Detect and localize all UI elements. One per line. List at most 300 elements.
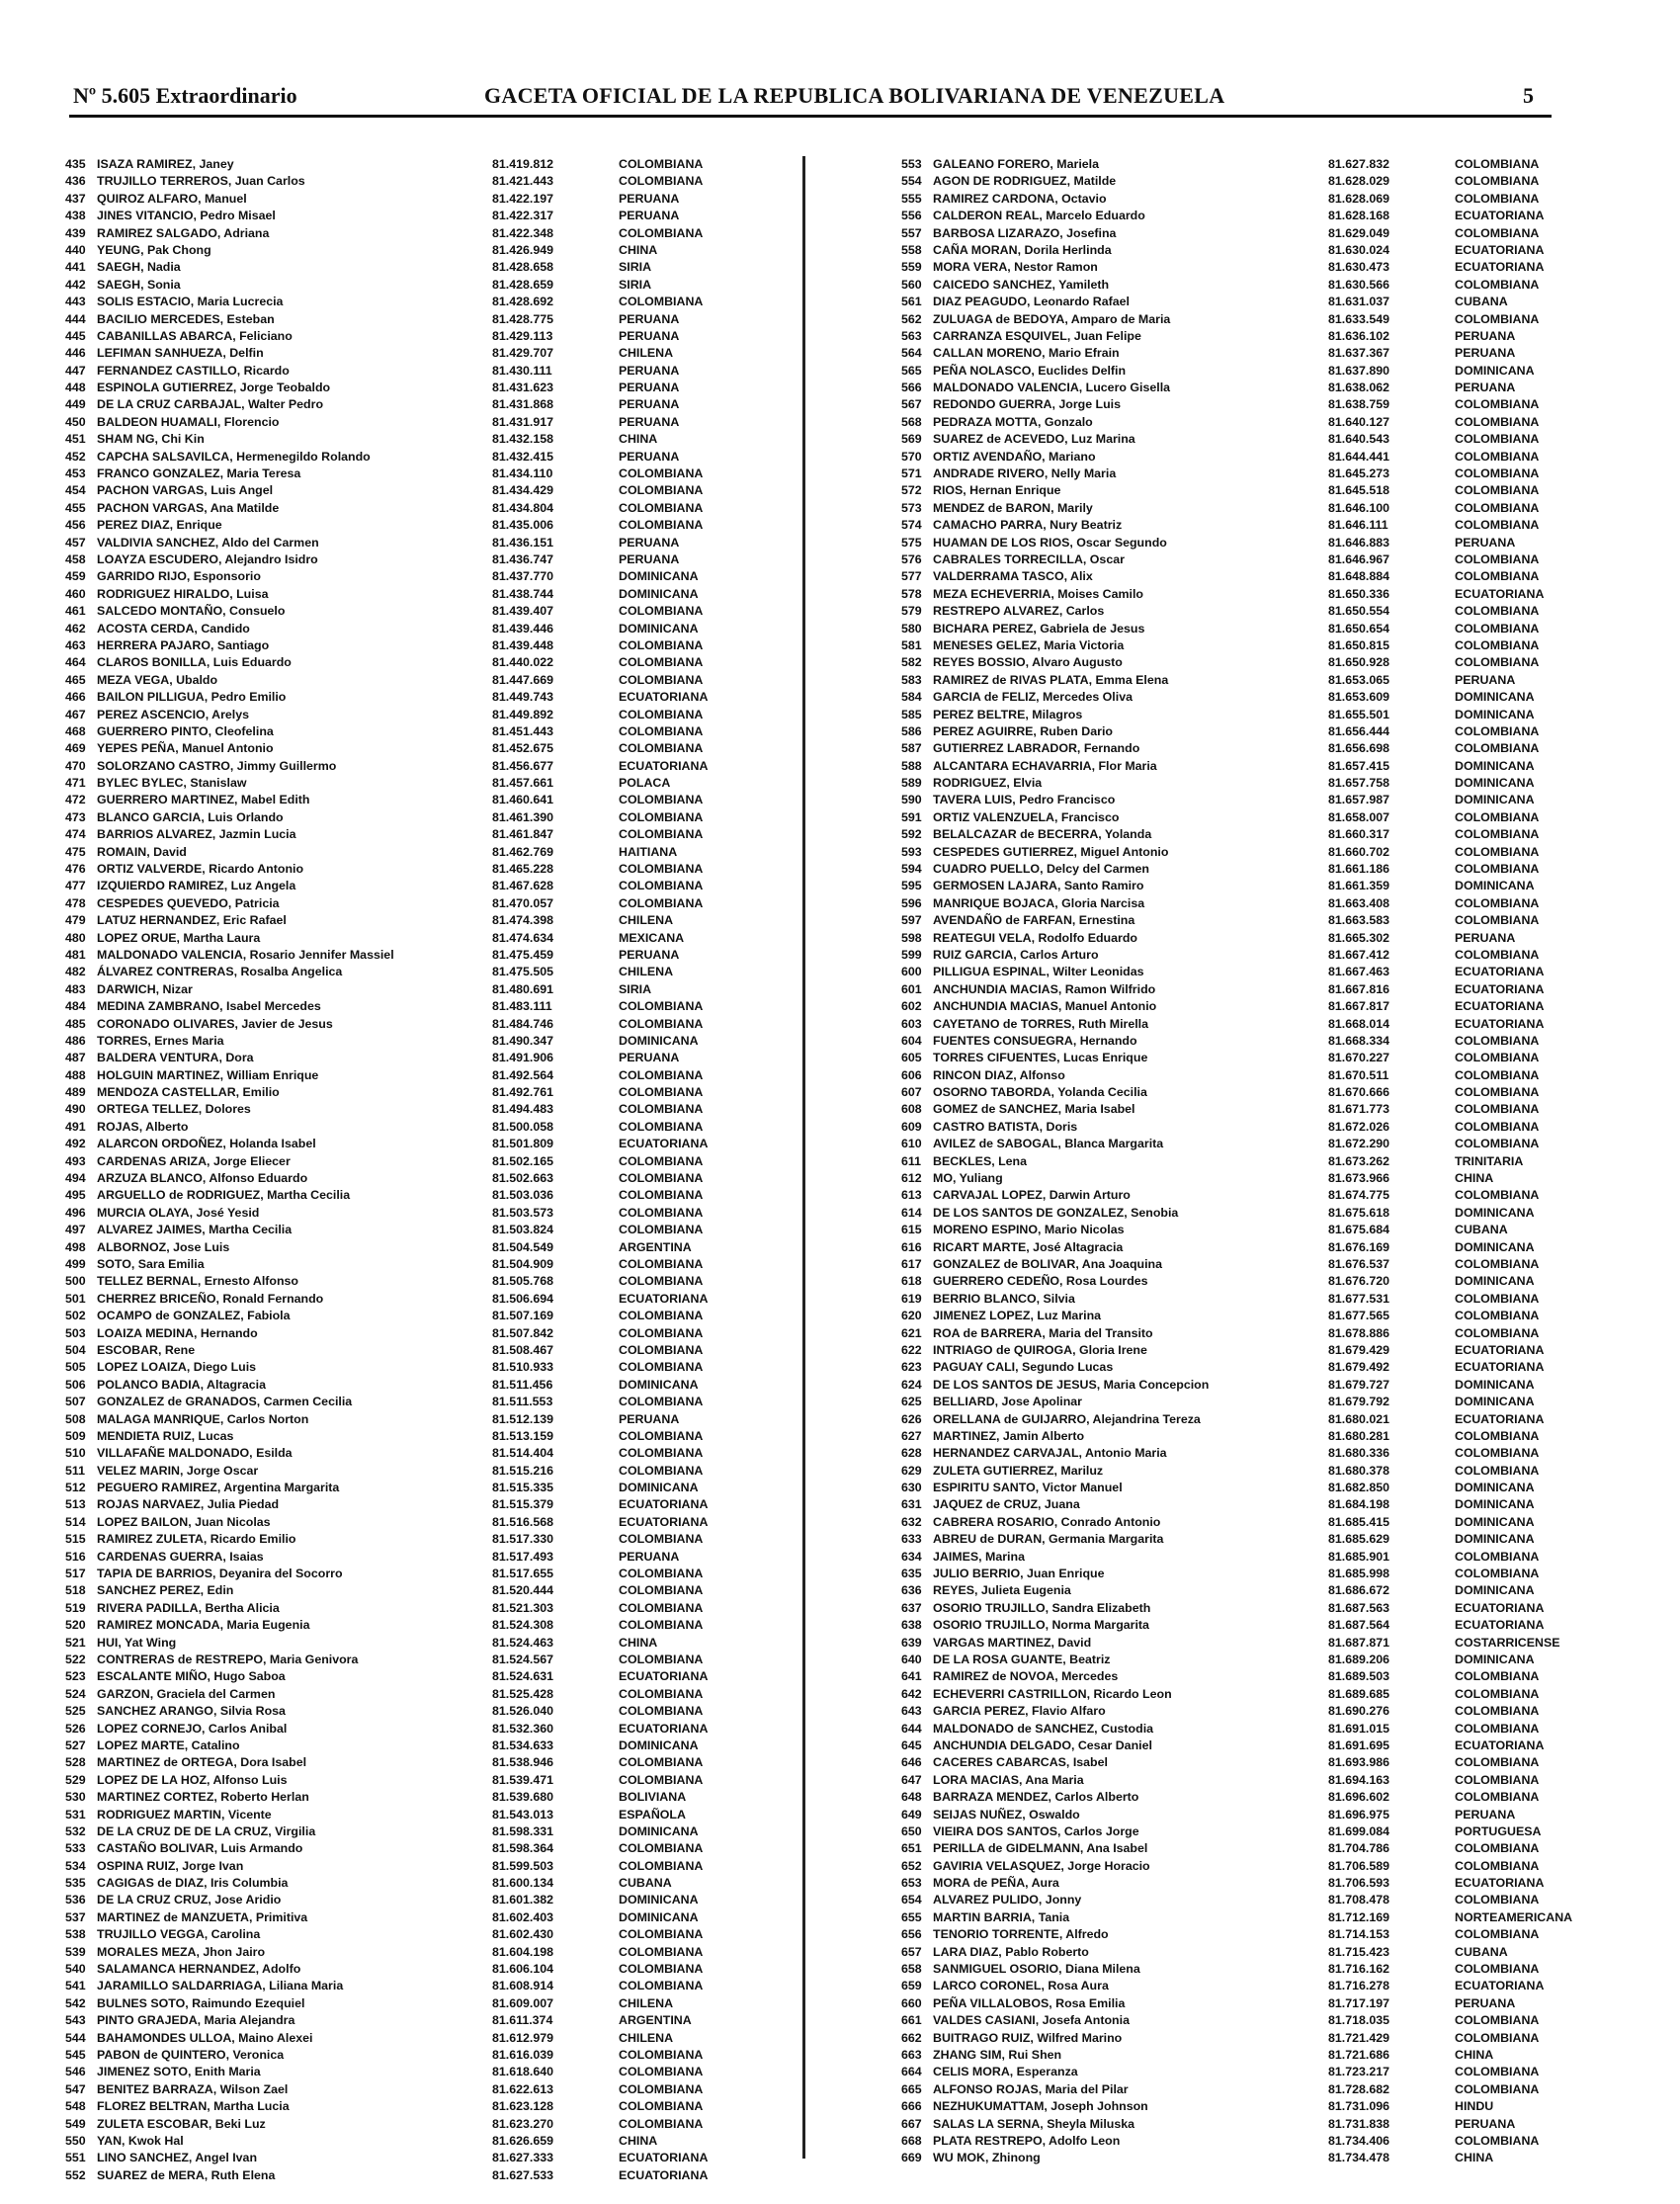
- list-item: [901, 1377, 1583, 1394]
- list-item: [901, 1239, 1583, 1256]
- id-number: 81.524.631: [492, 1669, 554, 1684]
- entry-number: 548: [65, 2099, 86, 2114]
- nationality: COLOMBIANA: [619, 862, 704, 877]
- id-number: 81.474.398: [492, 913, 554, 928]
- id-number: 81.687.871: [1328, 1635, 1390, 1650]
- person-name: ARGUELLO de RODRIGUEZ, Martha Cecilia: [97, 1188, 351, 1203]
- entry-number: 638: [901, 1618, 922, 1633]
- list-item: [65, 1222, 747, 1238]
- person-name: BAILON PILLIGUA, Pedro Emilio: [97, 690, 287, 705]
- list-item: [65, 1600, 747, 1617]
- id-number: 81.515.379: [492, 1497, 554, 1512]
- list-item: [65, 1892, 747, 1908]
- list-item: [901, 1342, 1583, 1359]
- entry-number: 633: [901, 1532, 922, 1547]
- person-name: LINO SANCHEZ, Angel Ivan: [97, 2151, 258, 2165]
- list-item: [65, 277, 747, 294]
- id-number: 81.663.583: [1328, 913, 1390, 928]
- entry-number: 604: [901, 1033, 922, 1048]
- list-item: [901, 466, 1583, 482]
- entry-number: 516: [65, 1549, 86, 1564]
- person-name: GUERRERO MARTINEZ, Mabel Edith: [97, 793, 310, 807]
- nationality: COLOMBIANA: [1455, 741, 1540, 756]
- entry-number: 666: [901, 2099, 922, 2114]
- id-number: 81.426.949: [492, 242, 554, 257]
- id-number: 81.657.758: [1328, 776, 1390, 791]
- person-name: BALDERA VENTURA, Dora: [97, 1051, 254, 1065]
- nationality: COLOMBIANA: [619, 707, 704, 721]
- entry-number: 481: [65, 947, 86, 962]
- id-number: 81.439.407: [492, 604, 554, 619]
- nationality: PERUANA: [619, 1411, 680, 1426]
- person-name: CABANILLAS ABARCA, Feliciano: [97, 328, 293, 343]
- entry-number: 522: [65, 1652, 86, 1666]
- list-item: [65, 1617, 747, 1634]
- person-name: PABON de QUINTERO, Veronica: [97, 2047, 285, 2062]
- nationality: DOMINICANA: [619, 1033, 699, 1048]
- nationality: ECUATORIANA: [619, 1669, 709, 1684]
- person-name: DE LOS SANTOS DE GONZALEZ, Senobia: [933, 1205, 1179, 1220]
- person-name: SOLIS ESTACIO, Maria Lucrecia: [97, 295, 284, 309]
- entry-number: 542: [65, 1995, 86, 2010]
- person-name: HERRERA PAJARO, Santiago: [97, 637, 270, 652]
- person-name: OSORNO TABORDA, Yolanda Cecilia: [933, 1085, 1147, 1100]
- entry-number: 508: [65, 1411, 86, 1426]
- nationality: DOMINICANA: [1455, 1481, 1535, 1495]
- id-number: 81.428.775: [492, 311, 554, 326]
- person-name: SHAM NG, Chi Kin: [97, 432, 205, 447]
- nationality: COLOMBIANA: [619, 1755, 704, 1770]
- list-item: [65, 1101, 747, 1118]
- person-name: REYES BOSSIO, Alvaro Augusto: [933, 655, 1123, 670]
- nationality: PERUANA: [619, 397, 680, 412]
- list-item: [65, 1754, 747, 1771]
- entry-number: 477: [65, 879, 86, 893]
- entry-number: 532: [65, 1823, 86, 1838]
- entry-number: 611: [901, 1153, 921, 1168]
- list-item: [901, 328, 1583, 345]
- nationality: DOMINICANA: [1455, 1377, 1535, 1392]
- nationality: COLOMBIANA: [1455, 1772, 1540, 1787]
- id-number: 81.467.628: [492, 879, 554, 893]
- id-number: 81.449.743: [492, 690, 554, 705]
- entry-number: 587: [901, 741, 922, 756]
- id-number: 81.689.503: [1328, 1669, 1390, 1684]
- list-item: [901, 637, 1583, 654]
- person-name: LOPEZ MARTE, Catalino: [97, 1738, 240, 1752]
- list-item: [901, 1738, 1583, 1754]
- entry-number: 571: [901, 466, 922, 481]
- list-item: [901, 1772, 1583, 1789]
- person-name: VARGAS MARTINEZ, David: [933, 1635, 1092, 1650]
- entry-number: 547: [65, 2081, 86, 2096]
- person-name: ESPINOLA GUTIERREZ, Jorge Teobaldo: [97, 381, 331, 395]
- person-name: ROA de BARRERA, Maria del Transito: [933, 1325, 1153, 1340]
- list-item: [901, 878, 1583, 894]
- list-item: [901, 2116, 1583, 2133]
- nationality: COLOMBIANA: [1455, 1704, 1540, 1719]
- person-name: MENESES GELEZ, Maria Victoria: [933, 637, 1125, 652]
- nationality: COLOMBIANA: [1455, 449, 1540, 464]
- entry-number: 564: [901, 346, 922, 361]
- list-item: [901, 1892, 1583, 1908]
- id-number: 81.422.197: [492, 191, 554, 206]
- entry-number: 495: [65, 1188, 86, 1203]
- entry-number: 591: [901, 809, 922, 824]
- entry-number: 502: [65, 1309, 86, 1323]
- entry-number: 510: [65, 1446, 86, 1461]
- list-item: [901, 2098, 1583, 2115]
- list-item: [65, 1686, 747, 1703]
- nationality: PERUANA: [619, 1549, 680, 1564]
- nationality: PERUANA: [619, 414, 680, 429]
- id-number: 81.513.159: [492, 1428, 554, 1443]
- person-name: VELEZ MARIN, Jorge Oscar: [97, 1463, 259, 1478]
- nationality: DOMINICANA: [1455, 1274, 1535, 1289]
- id-number: 81.422.317: [492, 209, 554, 223]
- id-number: 81.451.443: [492, 723, 554, 738]
- id-number: 81.516.568: [492, 1514, 554, 1529]
- id-number: 81.517.655: [492, 1567, 554, 1581]
- list-item: [901, 1909, 1583, 1926]
- entry-number: 659: [901, 1979, 922, 1993]
- id-number: 81.691.695: [1328, 1738, 1390, 1752]
- nationality: COLOMBIANA: [1455, 1841, 1540, 1856]
- id-number: 81.677.565: [1328, 1309, 1390, 1323]
- entry-number: 664: [901, 2065, 922, 2079]
- entry-number: 608: [901, 1102, 922, 1117]
- entry-number: 506: [65, 1377, 86, 1392]
- list-item: [901, 535, 1583, 551]
- id-number: 81.731.096: [1328, 2099, 1390, 2114]
- list-item: [901, 1617, 1583, 1634]
- id-number: 81.440.022: [492, 655, 554, 670]
- nationality: COLOMBIANA: [1455, 311, 1540, 326]
- person-name: DIAZ PEAGUDO, Leonardo Rafael: [933, 295, 1130, 309]
- person-name: ORELLANA de GUIJARRO, Alejandrina Tereza: [933, 1411, 1201, 1426]
- person-name: BERRIO BLANCO, Silvia: [933, 1291, 1075, 1306]
- entry-number: 605: [901, 1051, 922, 1065]
- list-item: [65, 895, 747, 912]
- person-name: MALAGA MANRIQUE, Carlos Norton: [97, 1411, 309, 1426]
- nationality: COLOMBIANA: [1455, 1858, 1540, 1873]
- entry-number: 645: [901, 1738, 922, 1752]
- id-number: 81.612.979: [492, 2030, 554, 2045]
- list-item: [65, 1789, 747, 1806]
- nationality: COLOMBIANA: [1455, 174, 1540, 189]
- person-name: RESTREPO ALVAREZ, Carlos: [933, 604, 1105, 619]
- id-number: 81.452.675: [492, 741, 554, 756]
- id-number: 81.691.015: [1328, 1721, 1390, 1736]
- nationality: DOMINICANA: [1455, 879, 1535, 893]
- entry-number: 657: [901, 1944, 922, 1959]
- list-item: [901, 1291, 1583, 1308]
- list-item: [901, 1789, 1583, 1806]
- nationality: CHINA: [1455, 1171, 1494, 1186]
- list-item: [901, 1566, 1583, 1582]
- person-name: ECHEVERRI CASTRILLON, Ricardo Leon: [933, 1686, 1172, 1701]
- list-item: [901, 792, 1583, 808]
- entry-number: 509: [65, 1428, 86, 1443]
- person-name: REATEGUI VELA, Rodolfo Eduardo: [933, 930, 1137, 945]
- id-number: 81.685.415: [1328, 1514, 1390, 1529]
- person-name: CABRALES TORRECILLA, Oscar: [933, 551, 1125, 566]
- person-name: GALEANO FORERO, Mariela: [933, 157, 1099, 171]
- entry-number: 584: [901, 690, 922, 705]
- id-number: 81.502.663: [492, 1171, 554, 1186]
- entry-number: 653: [901, 1876, 922, 1891]
- nationality: COLOMBIANA: [1455, 483, 1540, 498]
- id-number: 81.490.347: [492, 1033, 554, 1048]
- nationality: COLOMBIANA: [619, 466, 704, 481]
- nationality: COLOMBIANA: [619, 672, 704, 687]
- list-item: [65, 431, 747, 448]
- list-item: [65, 689, 747, 706]
- person-name: MORA VERA, Nestor Ramon: [933, 260, 1098, 275]
- nationality: COLOMBIANA: [1455, 1033, 1540, 1048]
- list-item: [65, 1807, 747, 1823]
- nationality: PERUANA: [1455, 535, 1516, 550]
- person-name: BARBOSA LIZARAZO, Josefina: [933, 225, 1117, 240]
- person-name: BYLEC BYLEC, Stanislaw: [97, 776, 247, 791]
- person-name: ACOSTA CERDA, Candido: [97, 621, 250, 636]
- entry-number: 448: [65, 381, 86, 395]
- list-item: [901, 517, 1583, 534]
- entry-number: 612: [901, 1171, 922, 1186]
- nationality: SIRIA: [619, 277, 652, 292]
- person-name: PEREZ ASCENCIO, Arelys: [97, 707, 250, 721]
- nationality: DOMINICANA: [1455, 690, 1535, 705]
- person-name: SANMIGUEL OSORIO, Diana Milena: [933, 1962, 1140, 1977]
- entry-number: 463: [65, 637, 86, 652]
- id-number: 81.514.404: [492, 1446, 554, 1461]
- id-number: 81.437.770: [492, 569, 554, 584]
- entry-number: 528: [65, 1755, 86, 1770]
- entry-number: 479: [65, 913, 86, 928]
- nationality: ECUATORIANA: [619, 1291, 709, 1306]
- list-item: [65, 1721, 747, 1738]
- person-name: TRUJILLO VEGGA, Carolina: [97, 1927, 261, 1942]
- list-item: [901, 947, 1583, 964]
- nationality: CHINA: [619, 242, 658, 257]
- nationality: COLOMBIANA: [619, 2081, 704, 2096]
- person-name: DE LOS SANTOS DE JESUS, Maria Concepcion: [933, 1377, 1210, 1392]
- entry-number: 440: [65, 242, 86, 257]
- list-item: [65, 1738, 747, 1754]
- id-number: 81.543.013: [492, 1807, 554, 1822]
- nationality: COLOMBIANA: [619, 1257, 704, 1271]
- person-name: FERNANDEZ CASTILLO, Ricardo: [97, 363, 290, 378]
- person-name: SOLORZANO CASTRO, Jimmy Guillermo: [97, 758, 337, 773]
- entry-number: 435: [65, 157, 86, 171]
- person-name: LOPEZ LOAIZA, Diego Luis: [97, 1360, 257, 1375]
- id-number: 81.492.564: [492, 1067, 554, 1082]
- nationality: COLOMBIANA: [1455, 1686, 1540, 1701]
- person-name: BUITRAGO RUIZ, Wilfred Marino: [933, 2030, 1123, 2045]
- list-item: [65, 1926, 747, 1943]
- nationality: ECUATORIANA: [1455, 981, 1545, 996]
- person-name: MO, Yuliang: [933, 1171, 1003, 1186]
- entry-number: 487: [65, 1051, 86, 1065]
- nationality: COLOMBIANA: [1455, 1325, 1540, 1340]
- nationality: COLOMBIANA: [1455, 466, 1540, 481]
- nationality: COLOMBIANA: [1455, 809, 1540, 824]
- nationality: DOMINICANA: [1455, 1583, 1535, 1598]
- id-number: 81.712.169: [1328, 1909, 1390, 1924]
- entry-number: 560: [901, 277, 922, 292]
- list-item: [65, 2030, 747, 2047]
- list-item: [901, 1496, 1583, 1513]
- nationality: TRINITARIA: [1455, 1153, 1524, 1168]
- person-name: ESCALANTE MIÑO, Hugo Saboa: [97, 1669, 286, 1684]
- nationality: DOMINICANA: [1455, 707, 1535, 721]
- id-number: 81.461.390: [492, 809, 554, 824]
- nationality: DOMINICANA: [1455, 758, 1535, 773]
- entry-number: 498: [65, 1239, 86, 1254]
- person-name: HUAMAN DE LOS RIOS, Oscar Segundo: [933, 535, 1167, 550]
- person-name: GARCIA PEREZ, Flavio Alfaro: [933, 1704, 1106, 1719]
- id-number: 81.706.593: [1328, 1876, 1390, 1891]
- nationality: ECUATORIANA: [1455, 586, 1545, 601]
- id-number: 81.633.549: [1328, 311, 1390, 326]
- list-item: [65, 1445, 747, 1462]
- person-name: RINCON DIAZ, Alfonso: [933, 1067, 1065, 1082]
- id-number: 81.602.403: [492, 1909, 554, 1924]
- person-name: CAPCHA SALSAVILCA, Hermenegildo Rolando: [97, 449, 371, 464]
- person-name: JARAMILLO SALDARRIAGA, Liliana Maria: [97, 1979, 344, 1993]
- nationality: COLOMBIANA: [619, 1342, 704, 1357]
- person-name: BULNES SOTO, Raimundo Ezequiel: [97, 1995, 305, 2010]
- nationality: ECUATORIANA: [1455, 1618, 1545, 1633]
- list-item: [901, 500, 1583, 517]
- person-name: GERMOSEN LAJARA, Santo Ramiro: [933, 879, 1144, 893]
- list-item: [65, 878, 747, 894]
- nationality: ECUATORIANA: [619, 690, 709, 705]
- nationality: COLOMBIANA: [619, 1067, 704, 1082]
- id-number: 81.438.744: [492, 586, 554, 601]
- nationality: ECUATORIANA: [1455, 1016, 1545, 1031]
- id-number: 81.636.102: [1328, 328, 1390, 343]
- person-name: SALAS LA SERNA, Sheyla Miluska: [933, 2116, 1135, 2131]
- entry-number: 623: [901, 1360, 922, 1375]
- list-item: [65, 1136, 747, 1152]
- nationality: COLOMBIANA: [1455, 1927, 1540, 1942]
- id-number: 81.689.685: [1328, 1686, 1390, 1701]
- entry-number: 629: [901, 1463, 922, 1478]
- entry-number: 473: [65, 809, 86, 824]
- id-number: 81.640.127: [1328, 414, 1390, 429]
- nationality: COLOMBIANA: [619, 793, 704, 807]
- list-item: [65, 294, 747, 310]
- nationality: COSTARRICENSE: [1455, 1635, 1560, 1650]
- nationality: COLOMBIANA: [619, 1223, 704, 1237]
- id-number: 81.660.317: [1328, 827, 1390, 842]
- list-item: [65, 998, 747, 1015]
- nationality: COLOMBIANA: [619, 879, 704, 893]
- id-number: 81.524.308: [492, 1618, 554, 1633]
- list-item: [901, 1668, 1583, 1685]
- entry-number: 455: [65, 500, 86, 515]
- id-number: 81.670.511: [1328, 1067, 1389, 1082]
- list-item: [65, 517, 747, 534]
- nationality: COLOMBIANA: [619, 225, 704, 240]
- id-number: 81.667.816: [1328, 981, 1390, 996]
- entry-number: 636: [901, 1583, 922, 1598]
- list-item: [901, 809, 1583, 826]
- id-number: 81.653.065: [1328, 672, 1390, 687]
- id-number: 81.690.276: [1328, 1704, 1390, 1719]
- person-name: BLANCO GARCIA, Luis Orlando: [97, 809, 284, 824]
- nationality: COLOMBIANA: [1455, 191, 1540, 206]
- entry-number: 574: [901, 518, 922, 533]
- entry-number: 449: [65, 397, 86, 412]
- id-number: 81.682.850: [1328, 1481, 1390, 1495]
- entry-number: 515: [65, 1532, 86, 1547]
- entry-number: 457: [65, 535, 86, 550]
- entry-number: 462: [65, 621, 86, 636]
- person-name: BALDEON HUAMALI, Florencio: [97, 414, 280, 429]
- person-name: GONZALEZ de BOLIVAR, Ana Joaquina: [933, 1257, 1162, 1271]
- nationality: PERUANA: [1455, 1995, 1516, 2010]
- person-name: PEREZ BELTRE, Milagros: [933, 707, 1083, 721]
- nationality: COLOMBIANA: [619, 1944, 704, 1959]
- list-item: [901, 1721, 1583, 1738]
- id-number: 81.717.197: [1328, 1995, 1390, 2010]
- person-name: QUIROZ ALFARO, Manuel: [97, 191, 247, 206]
- entry-number: 641: [901, 1669, 922, 1684]
- list-item: [65, 1875, 747, 1892]
- person-name: OCAMPO de GONZALEZ, Fabiola: [97, 1309, 291, 1323]
- list-item: [65, 603, 747, 620]
- id-number: 81.628.029: [1328, 174, 1390, 189]
- list-item: [901, 380, 1583, 396]
- person-name: TORRES CIFUENTES, Lucas Enrique: [933, 1051, 1148, 1065]
- entry-number: 580: [901, 621, 922, 636]
- id-number: 81.657.415: [1328, 758, 1390, 773]
- list-item: [65, 1480, 747, 1496]
- entry-number: 615: [901, 1223, 922, 1237]
- id-number: 81.491.906: [492, 1051, 554, 1065]
- nationality: COLOMBIANA: [619, 809, 704, 824]
- id-number: 81.600.134: [492, 1876, 554, 1891]
- list-item: [65, 466, 747, 482]
- entry-number: 562: [901, 311, 922, 326]
- gazette-title: GACETA OFICIAL DE LA REPUBLICA BOLIVARIANA DE VENEZUELA: [484, 83, 1225, 108]
- entry-number: 504: [65, 1342, 86, 1357]
- id-number: 81.598.364: [492, 1841, 554, 1856]
- person-name: ALCANTARA ECHAVARRIA, Flor Maria: [933, 758, 1157, 773]
- entry-number: 443: [65, 295, 86, 309]
- person-name: RAMIREZ ZULETA, Ricardo Emilio: [97, 1532, 296, 1547]
- entry-number: 582: [901, 655, 922, 670]
- entry-number: 592: [901, 827, 922, 842]
- id-number: 81.606.104: [492, 1962, 554, 1977]
- id-number: 81.622.613: [492, 2081, 554, 2096]
- person-name: ORTIZ VALVERDE, Ricardo Antonio: [97, 862, 304, 877]
- person-name: YEUNG, Pak Chong: [97, 242, 211, 257]
- id-number: 81.678.886: [1328, 1325, 1390, 1340]
- person-name: ALVAREZ JAIMES, Martha Cecilia: [97, 1223, 293, 1237]
- nationality: COLOMBIANA: [619, 827, 704, 842]
- entry-number: 465: [65, 672, 86, 687]
- person-name: PACHON VARGAS, Ana Matilde: [97, 500, 280, 515]
- id-number: 81.679.727: [1328, 1377, 1390, 1392]
- list-item: [65, 1582, 747, 1599]
- entry-number: 569: [901, 432, 922, 447]
- person-name: CONTRERAS de RESTREPO, Maria Genivora: [97, 1652, 359, 1666]
- entry-number: 643: [901, 1704, 922, 1719]
- entry-number: 540: [65, 1962, 86, 1977]
